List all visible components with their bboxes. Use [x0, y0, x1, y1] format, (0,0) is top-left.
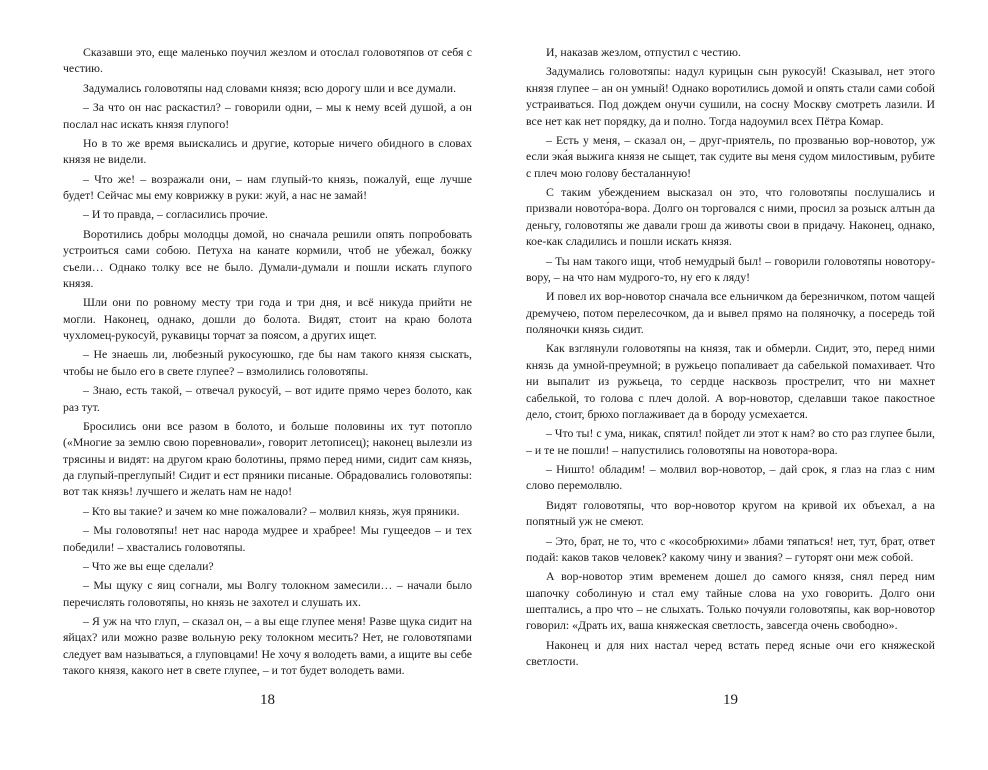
- paragraph: – Это, брат, не то, что с «кособрюхими» лбами тяпаться! нет, тут, брат, ответ подай: каков таков человек? какому чину и звания? – гуторят они меж собой.: [526, 533, 935, 564]
- paragraph: Видят головотяпы, что вор-новотор кругом на кривой их объехал, а на попятный уж не смеют.: [526, 497, 935, 529]
- paragraph: – Мы головотяпы! нет нас народа мудрее и храбрее! Мы гущеедов – и тех победили! – хвастались головотяпы.: [63, 523, 472, 554]
- paragraph: – За что он нас раскастил? – говорили одни, – мы к нему всей душой, а он послал нас искать князя глупого!: [63, 100, 472, 131]
- paragraph: – Не знаешь ли, любезный рукосуюшко, где бы нам такого князя сыскать, чтобы не было его в свете глупее? – взмолились головотяпы.: [63, 347, 472, 378]
- left-page: [63, 44, 472, 679]
- paragraph: Шли они по ровному месту три года и три дня, и всё никуда прийти не могли. Наконец, однако, дошли до болота. Видят, стоит на краю болота чухломец-рукосуй, рукавицы торчат за поясом, а других ищет.: [63, 295, 472, 342]
- paragraph: Но в то же время выискались и другие, которые ничего обидного в словах князя не видели.: [63, 135, 472, 167]
- right-page: [526, 44, 935, 670]
- paragraph: – Ништо! обладим! – молвил вор-новотор, – дай срок, я глаз на глаз с ним слово перемолвлю.: [526, 462, 935, 493]
- paragraph: А вор-новотор этим временем дошел до самого князя, снял перед ним шапочку соболиную и стал ему тайные слова на ухо говорить. Долго они шептались, а про что – не слыхать. Только почуяли головотяпы, как вор-новотор говорил: «Драть их, ваша княжеская светлость, завсегда очень свободно».: [526, 569, 935, 633]
- paragraph: И повел их вор-новотор сначала все ельничком да березничком, потом чащей дремучею, потом перелесочком, да и вывел прямо на поляночку, а посередь той поляночки князь сидит.: [526, 289, 935, 336]
- paragraph: И, наказав жезлом, отпустил с честию.: [546, 45, 741, 59]
- paragraph: Бросились они все разом в болото, и больше половины их тут потопло («Многие за землю свою поревновали», говорит летописец); наконец вылезли из трясины и видят: на другом краю болотины, прямо перед ними, сидит сам князь, да глупый-преглупый! Сидит и ест пряники писаные. Обрадовались головотяпы: вот так князь! лучшего и желать нам не надо!: [63, 418, 472, 499]
- page-number-left: 18: [260, 692, 275, 708]
- paragraph: – Знаю, есть такой, – отвечал рукосуй, – вот идите прямо через болото, как раз тут.: [63, 383, 472, 414]
- paragraph: – Я уж на что глуп, – сказал он, – а вы еще глупее меня! Разве щука сидит на яйцах? или можно разве вольную реку толокном месить? Нет, не головотяпами следует вам называться, а глуповцами! Не хочу я володеть вами, а ищите вы себе такого князя, какого нет в свете глупее, – и тот будет володеть вами.: [63, 614, 472, 678]
- paragraph: Наконец и для них настал черед встать перед ясные очи его княжеской светлости.: [526, 637, 935, 669]
- paragraph: Задумались головотяпы над словами князя; всю дорогу шли и все думали.: [83, 80, 457, 95]
- paragraph: – Что ты! с ума, никак, спятил! пойдет ли этот к нам? во сто раз глупее были, – и те не пошли! – напустились головотяпы на новотора-вора.: [526, 426, 935, 457]
- paragraph: С таким убеждением высказал он это, что головотяпы послушались и призвали новото́ра-вора. Долго он торговался с ними, просил за розыск алтын да деньгу, головотяпы же давали грош да животы свои в придачу. Наконец, однако, кое-как сладились и пошли искать князя.: [526, 185, 935, 249]
- paragraph: – Что же! – возражали они, – нам глупый-то князь, пожалуй, еще лучше будет! Сейчас мы ему коврижку в руки: жуй, а нас не замай!: [63, 171, 472, 202]
- paragraph: Задумались головотяпы: надул курицын сын рукосуй! Сказывал, нет этого князя глупее – ан он умный! Однако воротились домой и опять стали сами собой устраиваться. Под дождем онучи сушили, на сосну Москву смотреть лазили. И все нет как нет порядку, да и полно. Тогда надоумил всех Пётра Комар.: [526, 64, 935, 128]
- paragraph: – Что же вы еще сделали?: [83, 558, 214, 573]
- paragraph: – Ты нам такого ищи, чтоб немудрый был! – говорили головотяпы новотору-вору, – на что нам мудрого-то, ну его к ляду!: [526, 253, 935, 284]
- paragraph: Воротились добры молодцы домой, но сначала решили опять попробовать устроиться сами собою. Петуха на канате кормили, чтоб не убежал, божку съели… Однако толку все не было. Думали-думали и пошли искать глупого князя.: [63, 226, 472, 290]
- paragraph: – Мы щуку с яиц согнали, мы Волгу толокном замесили… – начали было перечислять головотяпы, но князь не захотел и слушать их.: [63, 578, 472, 609]
- paragraph: – Есть у меня, – сказал он, – друг-приятель, по прозванью вор-новотор, уж если эка́я выжига князя не сыщет, так судите вы меня судом милостивым, рубите с плеч мою голову бесталанную!: [526, 132, 935, 180]
- paragraph: – И то правда, – согласились прочие.: [83, 207, 268, 222]
- paragraph: Сказавши это, еще маленько поучил жезлом и отослал головотяпов от себя с честию.: [63, 45, 472, 76]
- paragraph: Как взглянули головотяпы на князя, так и обмерли. Сидит, это, перед ними князь да умной-преумной; в ружьецо попаливает да сабелькой помахивает. Что ни выпалит из ружьеца, то сердце насквозь прострелит, что ни махнет сабелькой, то голова с плеч долой. А вор-новотор, сделавши такое пакостное дело, стоит, брюхо поглаживает да в бороду усмехается.: [526, 341, 935, 421]
- page-number-right: 19: [723, 692, 738, 708]
- paragraph: – Кто вы такие? и зачем ко мне пожаловали? – молвил князь, жуя пряники.: [83, 503, 460, 518]
